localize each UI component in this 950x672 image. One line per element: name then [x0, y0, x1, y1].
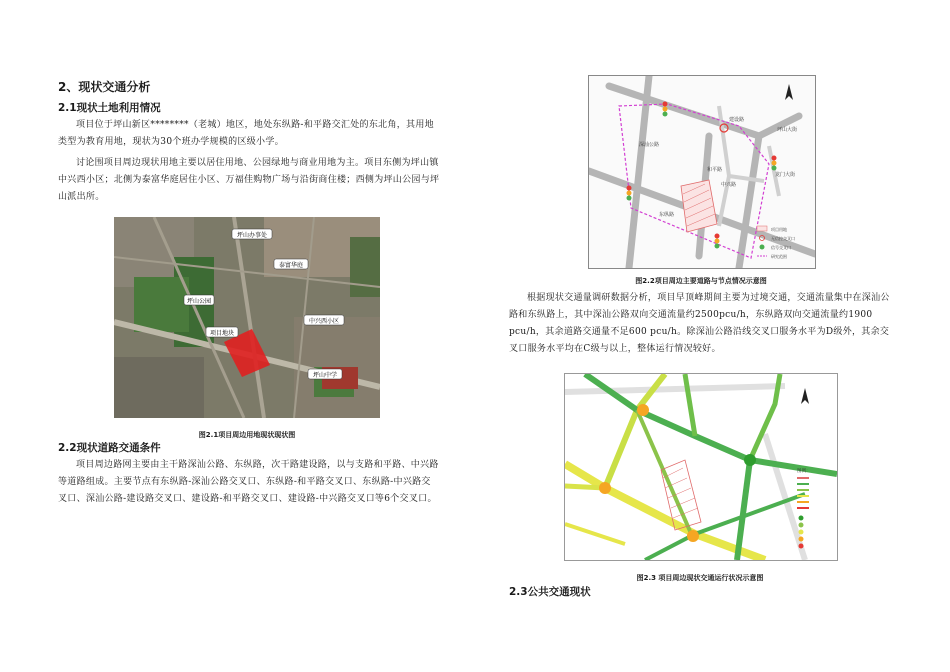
- map-label: 项目地块: [209, 330, 235, 337]
- road-segment: [685, 374, 695, 436]
- road-label: 建设路: [729, 117, 745, 123]
- left-column: [58, 78, 440, 206]
- svg-text:无信控交叉口: 无信控交叉口: [771, 236, 795, 241]
- intersection-node: [744, 454, 756, 466]
- road-label: 和平路: [707, 167, 723, 173]
- road-label: 坪山大街: [777, 127, 798, 133]
- figure-2-1-satellite-map: [114, 217, 380, 418]
- road-label: 中兴路: [721, 182, 737, 188]
- map-label: 泰富华庭: [278, 262, 304, 269]
- figure-2-3-traffic-map: [564, 373, 838, 561]
- subsection-2-2-title: 2.2现状道路交通条件: [58, 442, 161, 454]
- satellite-image: [114, 217, 380, 418]
- figure-2-2-road-schematic: [588, 75, 816, 269]
- svg-text:信号交叉口: 信号交叉口: [771, 245, 791, 250]
- map-label: 中兴西小区: [308, 318, 340, 325]
- right-paragraph: [509, 290, 893, 358]
- map-label: 坪山中学: [312, 372, 338, 379]
- intersection-node: [637, 404, 649, 416]
- north-arrow-icon: [801, 388, 809, 404]
- road-schematic: [589, 76, 815, 268]
- svg-text:图例：: 图例：: [797, 469, 811, 474]
- paragraph-2-2: 项目周边路网主要由主干路深汕公路、东纵路，次干路建设路，以与支路和平路、中兴路等道路组成。主要节点有东纵路-深汕公路交叉口、东纵路-和平路交叉口、东纵路-中兴路交叉口、深汕公路-建设路交叉口、建设路-和平路交叉口、建设路-中兴路交叉口等6个交叉口。: [58, 460, 439, 504]
- road-segment: [565, 486, 605, 488]
- map-label: 坪山办事处: [236, 232, 268, 239]
- subsection-2-3-title: 2.3公共交通现状: [509, 586, 591, 598]
- road-label: 东纵路: [659, 212, 675, 218]
- road-segment: [565, 524, 625, 544]
- road-label: 龙门大街: [775, 172, 796, 178]
- section-title: 2、现状交通分析: [58, 80, 151, 94]
- road-segment: [737, 460, 750, 560]
- figure-2-2-caption: 图2.2项目周边主要道路与节点情况示意图: [635, 277, 767, 285]
- paragraph-2-1-b: 讨论围项目周边现状用地主要以居住用地、公园绿地与商业用地为主。项目东侧为坪山镇中兴西小区；北侧为泰富华庭居住小区、万福佳购物广场与沿街商住楼；西侧为坪山公园与坪山派出所。: [58, 158, 440, 202]
- subsection-2-1-title: 2.1现状土地利用情况: [58, 102, 161, 114]
- intersection-node: [599, 482, 611, 494]
- paragraph-2-1-a: 项目位于坪山新区********（老城）地区，地处东纵路-和平路交汇处的东北角，其用地类型为教育用地，现状为30个班办学规模的区级小学。: [58, 120, 434, 147]
- svg-text:研究范围: 研究范围: [771, 254, 787, 259]
- svg-text:项目用地: 项目用地: [771, 227, 787, 232]
- map-label: 坪山公园: [186, 298, 212, 305]
- figure-2-1-caption: 图2.1项目周边用地现状现状图: [198, 431, 296, 439]
- left-column-lower: [58, 440, 440, 508]
- figure-2-3-caption: 图2.3 项目周边现状交通运行状况示意图: [636, 574, 764, 582]
- traffic-map: [565, 374, 837, 560]
- road-label: 深汕公路: [639, 142, 660, 148]
- intersection-node: [687, 530, 699, 542]
- traffic-analysis-paragraph: 根据现状交通量调研数据分析，项目早顶峰期间主要为过境交通，交通流量集中在深汕公路和东纵路上，其中深汕公路双向交通流量约2500pcu/h，东纵路双向交通流量约1900 pcu/h，其余道路交通量不足600 pcu/h。除深汕公路沿线交叉口服务水平为D级外，其余交叉口服务水平均在C级与以上，整体运行情况较好。: [509, 293, 890, 354]
- north-arrow-icon: [785, 84, 793, 100]
